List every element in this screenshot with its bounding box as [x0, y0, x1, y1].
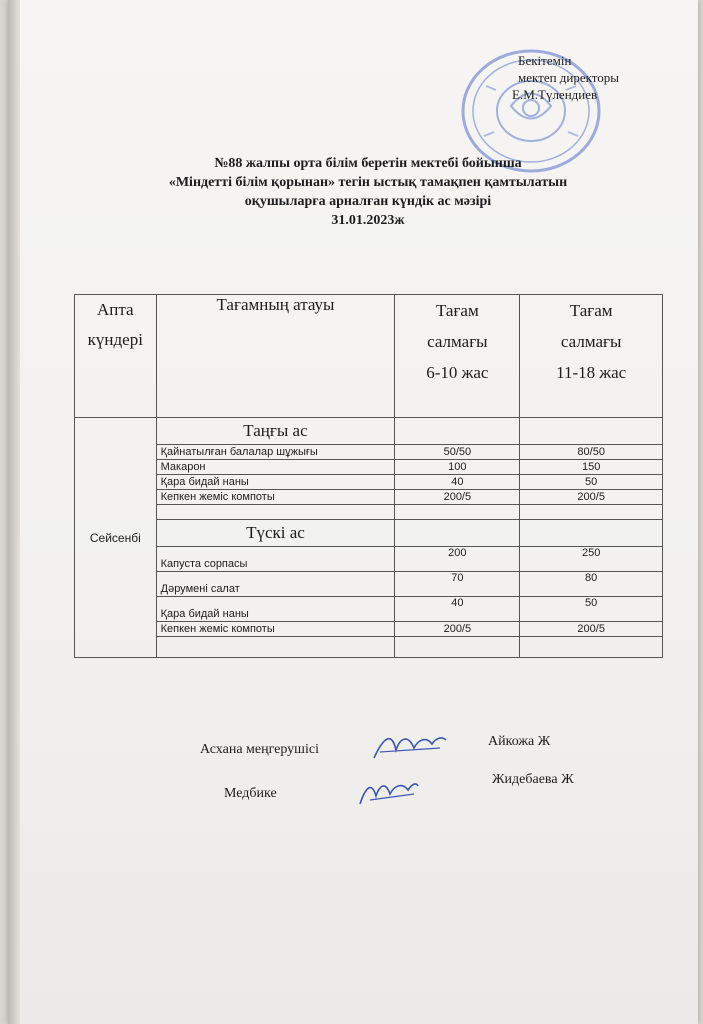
dish-name: Кепкен жеміс компоты [156, 490, 395, 505]
blank-row [75, 637, 663, 658]
weight-6-10: 50/50 [395, 445, 520, 460]
table-row [75, 622, 663, 637]
header-w2-line1: Тағам [569, 301, 613, 320]
weight-6-10: 200 [395, 547, 520, 572]
weight-6-10: 200/5 [395, 490, 520, 505]
empty-cell [395, 637, 520, 658]
table-row [75, 490, 663, 505]
empty-cell [395, 505, 520, 520]
weight-11-18: 50 [520, 597, 663, 622]
weight-6-10: 70 [395, 572, 520, 597]
canteen-head-name: Айкожа Ж [488, 734, 551, 749]
dish-name: Дәрумені салат [156, 572, 395, 597]
nurse-role: Медбике [224, 786, 277, 801]
dish-name: Макарон [156, 460, 395, 475]
weight-11-18: 150 [520, 460, 663, 475]
heading-line-1: №88 жалпы орта білім беретін мектебі бойынша [214, 156, 522, 171]
document-sheet [8, 0, 698, 1024]
breakfast-title-row [75, 418, 663, 445]
table-row [75, 475, 663, 490]
table-row [75, 460, 663, 475]
weekday-cell: Сейсенбі [75, 418, 157, 658]
header-weekdays-line1: Апта [97, 300, 134, 319]
empty-cell [395, 418, 520, 445]
page-edge-shadow [8, 0, 20, 1024]
header-dish-name: Тағамның атауы [156, 295, 395, 418]
header-w1-line3: 6-10 жас [426, 363, 489, 382]
table-row [75, 597, 663, 622]
empty-cell [156, 505, 395, 520]
nurse-name: Жидебаева Ж [492, 772, 574, 787]
canteen-head-signature [370, 730, 450, 764]
empty-cell [520, 520, 663, 547]
approval-word: Бекітемін [518, 53, 572, 68]
document-heading [108, 154, 628, 230]
dish-name: Капуста сорпасы [156, 547, 395, 572]
nurse-signature [356, 774, 422, 808]
heading-line-3: оқушыларға арналған күндік ас мәзірі [244, 194, 492, 209]
lunch-title-row [75, 520, 663, 547]
header-weekdays [75, 295, 157, 418]
dish-name: Қайнатылған балалар шұжығы [156, 445, 395, 460]
table-row [75, 547, 663, 572]
blank-row [75, 505, 663, 520]
weight-6-10: 40 [395, 597, 520, 622]
menu-table [74, 294, 663, 658]
approval-director-name: Е.М.Түлендиев [512, 87, 598, 102]
heading-line-2: «Міндетті білім қорынан» тегін ыстық тамақпен қамтылатын [168, 175, 568, 190]
canteen-head-role: Асхана меңгерушісі [200, 742, 319, 757]
approval-position: мектеп директоры [518, 70, 620, 85]
header-weight-6-10 [395, 295, 520, 418]
lunch-title: Түскі ас [156, 520, 395, 547]
empty-cell [395, 520, 520, 547]
table-header-row [75, 295, 663, 418]
header-w1-line2: салмағы [427, 332, 488, 351]
weight-11-18: 200/5 [520, 622, 663, 637]
header-weight-11-18 [520, 295, 663, 418]
dish-name: Кепкен жеміс компоты [156, 622, 395, 637]
header-w1-line1: Тағам [435, 301, 479, 320]
header-weekdays-line2: күндері [87, 330, 143, 349]
breakfast-title: Таңғы ас [156, 418, 395, 445]
weight-6-10: 100 [395, 460, 520, 475]
weight-11-18: 50 [520, 475, 663, 490]
empty-cell [156, 637, 395, 658]
empty-cell [520, 637, 663, 658]
dish-name: Қара бидай наны [156, 597, 395, 622]
table-row [75, 445, 663, 460]
table-row [75, 572, 663, 597]
weight-11-18: 200/5 [520, 490, 663, 505]
approval-block [506, 52, 619, 103]
dish-name: Қара бидай наны [156, 475, 395, 490]
weight-11-18: 80 [520, 572, 663, 597]
weight-11-18: 250 [520, 547, 663, 572]
empty-cell [520, 418, 663, 445]
heading-date: 31.01.2023ж [331, 213, 405, 228]
empty-cell [520, 505, 663, 520]
weight-6-10: 40 [395, 475, 520, 490]
header-w2-line3: 11-18 жас [556, 363, 627, 382]
header-w2-line2: салмағы [560, 332, 622, 351]
weight-11-18: 80/50 [520, 445, 663, 460]
weight-6-10: 200/5 [395, 622, 520, 637]
